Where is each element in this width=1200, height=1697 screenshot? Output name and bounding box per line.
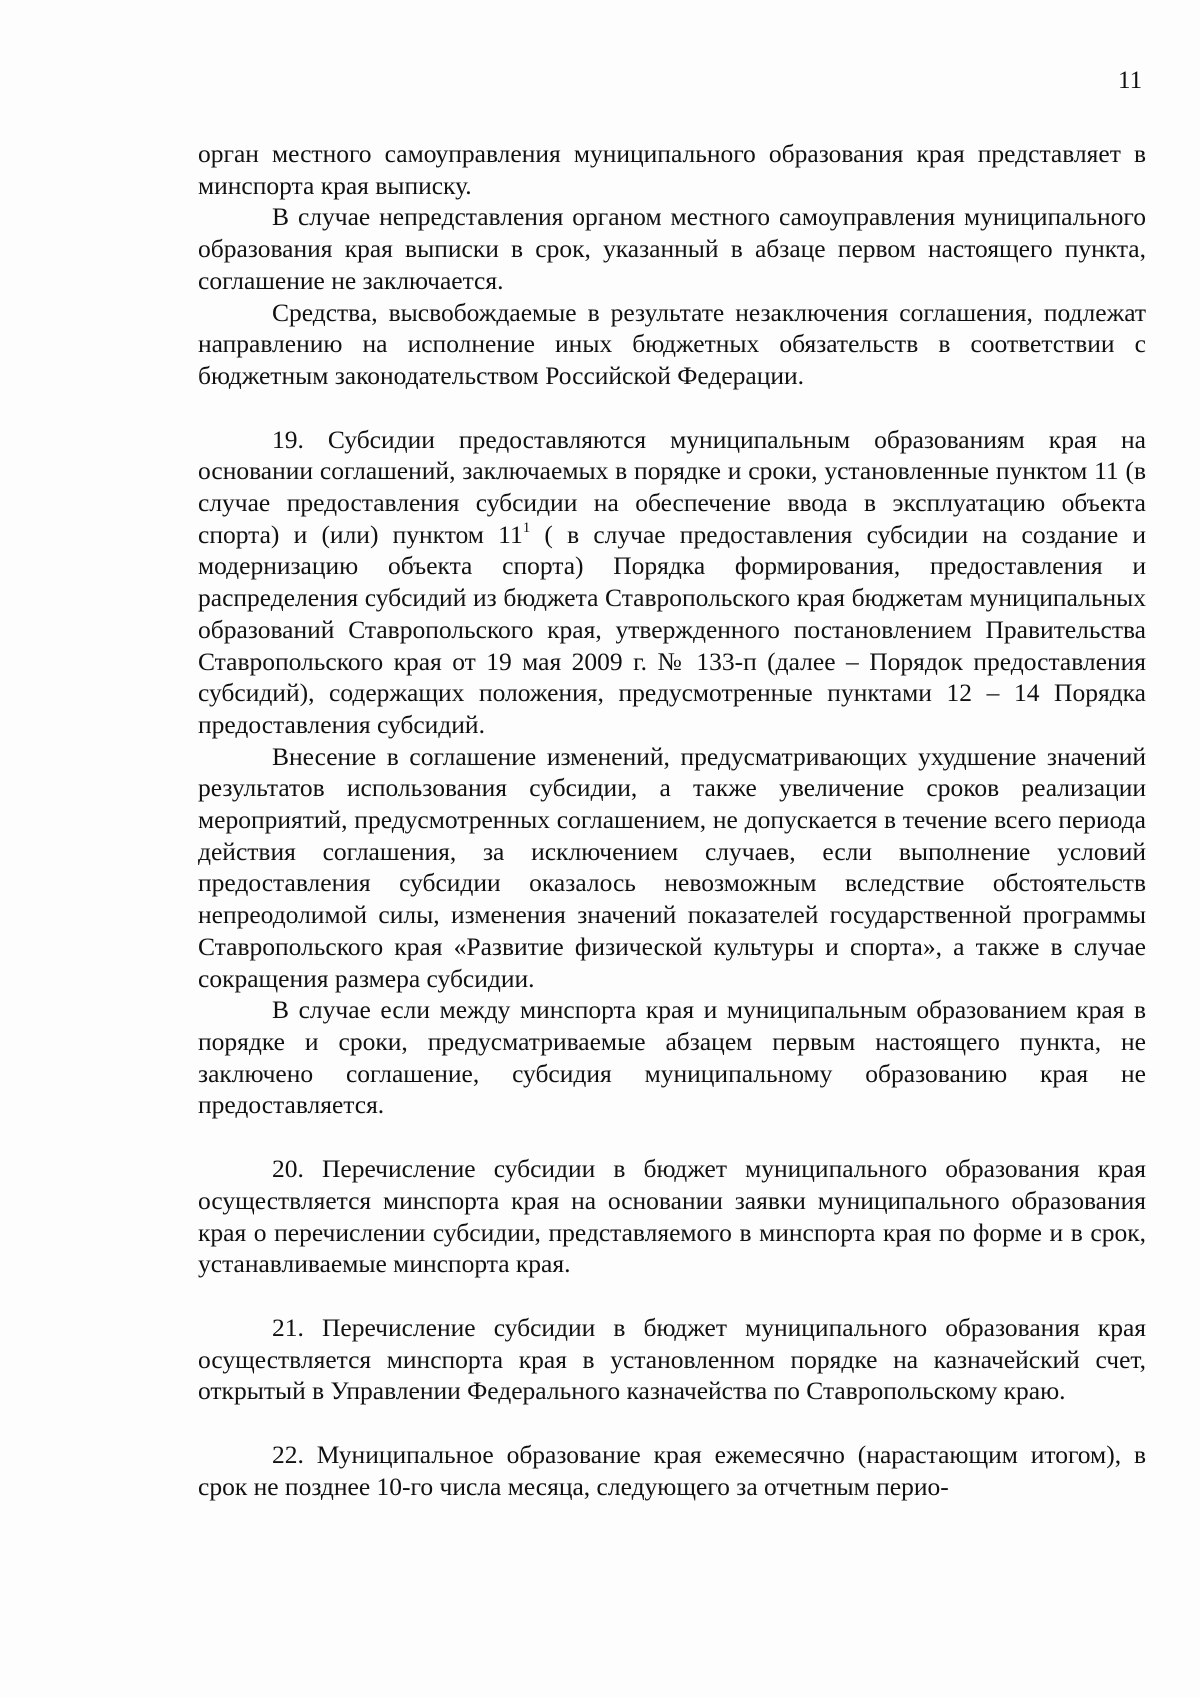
paragraph-item-21: 21. Перечисление субсидии в бюджет муниципального образования края осуществляется минспорта края в установленном порядке на казначейский счет, открытый в Управлении Федерального казначейства по Ставропольскому краю.: [198, 1312, 1146, 1406]
paragraph-released-funds: Средства, высвобождаемые в результате незаключения соглашения, подлежат направлению на исполнение иных бюджетных обязательств в соответствии с бюджетным законодательством Российской Федерации.: [198, 297, 1146, 390]
document-body: [198, 138, 1146, 1502]
item-19-text-part1: 19. Субсидии предоставляются муниципальным образованиям края на основании соглашений, заключаемых в порядке и сроки, установленные пунктом 11 (в случае предоставления субсидии на обеспечение ввода в эксплуатацию объекта спорта) и (или) пунктом 11: [198, 424, 1146, 549]
paragraph-no-agreement: В случае если между минспорта края и муниципальным образованием края в порядке и сроки, предусматриваемые абзацем первым настоящего пункта, не заключено соглашение, субсидия муниципальному образованию края не предоставляется.: [198, 995, 1146, 1120]
paragraph-agreement-changes: Внесение в соглашение изменений, предусматривающих ухудшение значений результатов использования субсидии, а также увеличение сроков реализации мероприятий, предусмотренных соглашением, не допускается в течение всего периода действия соглашения, за исключением случаев, если выполнение условий предоставления субсидии оказалось невозможным вследствие обстоятельств непреодолимой силы, изменения значений показателей государственной программы Ставропольского края «Развитие физической культуры и спорта», а также в случае сокращения размера субсидии.: [198, 741, 1146, 993]
paragraph-continuation: орган местного самоуправления муниципального образования края представляет в минспорта края выписку.: [198, 139, 1146, 200]
paragraph-item-22: 22. Муниципальное образование края ежемесячно (нарастающим итогом), в срок не позднее 10-го числа месяца, следующего за отчетным перио-: [198, 1440, 1146, 1501]
paragraph-item-19: [198, 424, 1146, 741]
paragraph-item-20: 20. Перечисление субсидии в бюджет муниципального образования края осуществляется минспорта края на основании заявки муниципального образования края о перечислении субсидии, представляемого в минспорта края по форме и в срок, устанавливаемые минспорта края.: [198, 1154, 1146, 1279]
page-number: 11: [1118, 67, 1143, 94]
item-19-text-part2: ( в случае предоставления субсидии на создание и модернизацию объекта спорта) Порядка формирования, предоставления и распределения субсидий из бюджета Ставропольского края бюджетам муниципальных образований Ставропольского края, утвержденного постановлением Правительства Ставропольского края от 19 мая 2009 г. № 133-п (далее – Порядок предоставления субсидий), содержащих положения, предусмотренные пунктами 12 – 14 Порядка предоставления субсидий.: [198, 519, 1146, 739]
paragraph-no-statement: В случае непредставления органом местного самоуправления муниципального образования края выписки в срок, указанный в абзаце первом настоящего пункта, соглашение не заключается.: [198, 202, 1146, 295]
superscript-1: 1: [522, 519, 531, 536]
